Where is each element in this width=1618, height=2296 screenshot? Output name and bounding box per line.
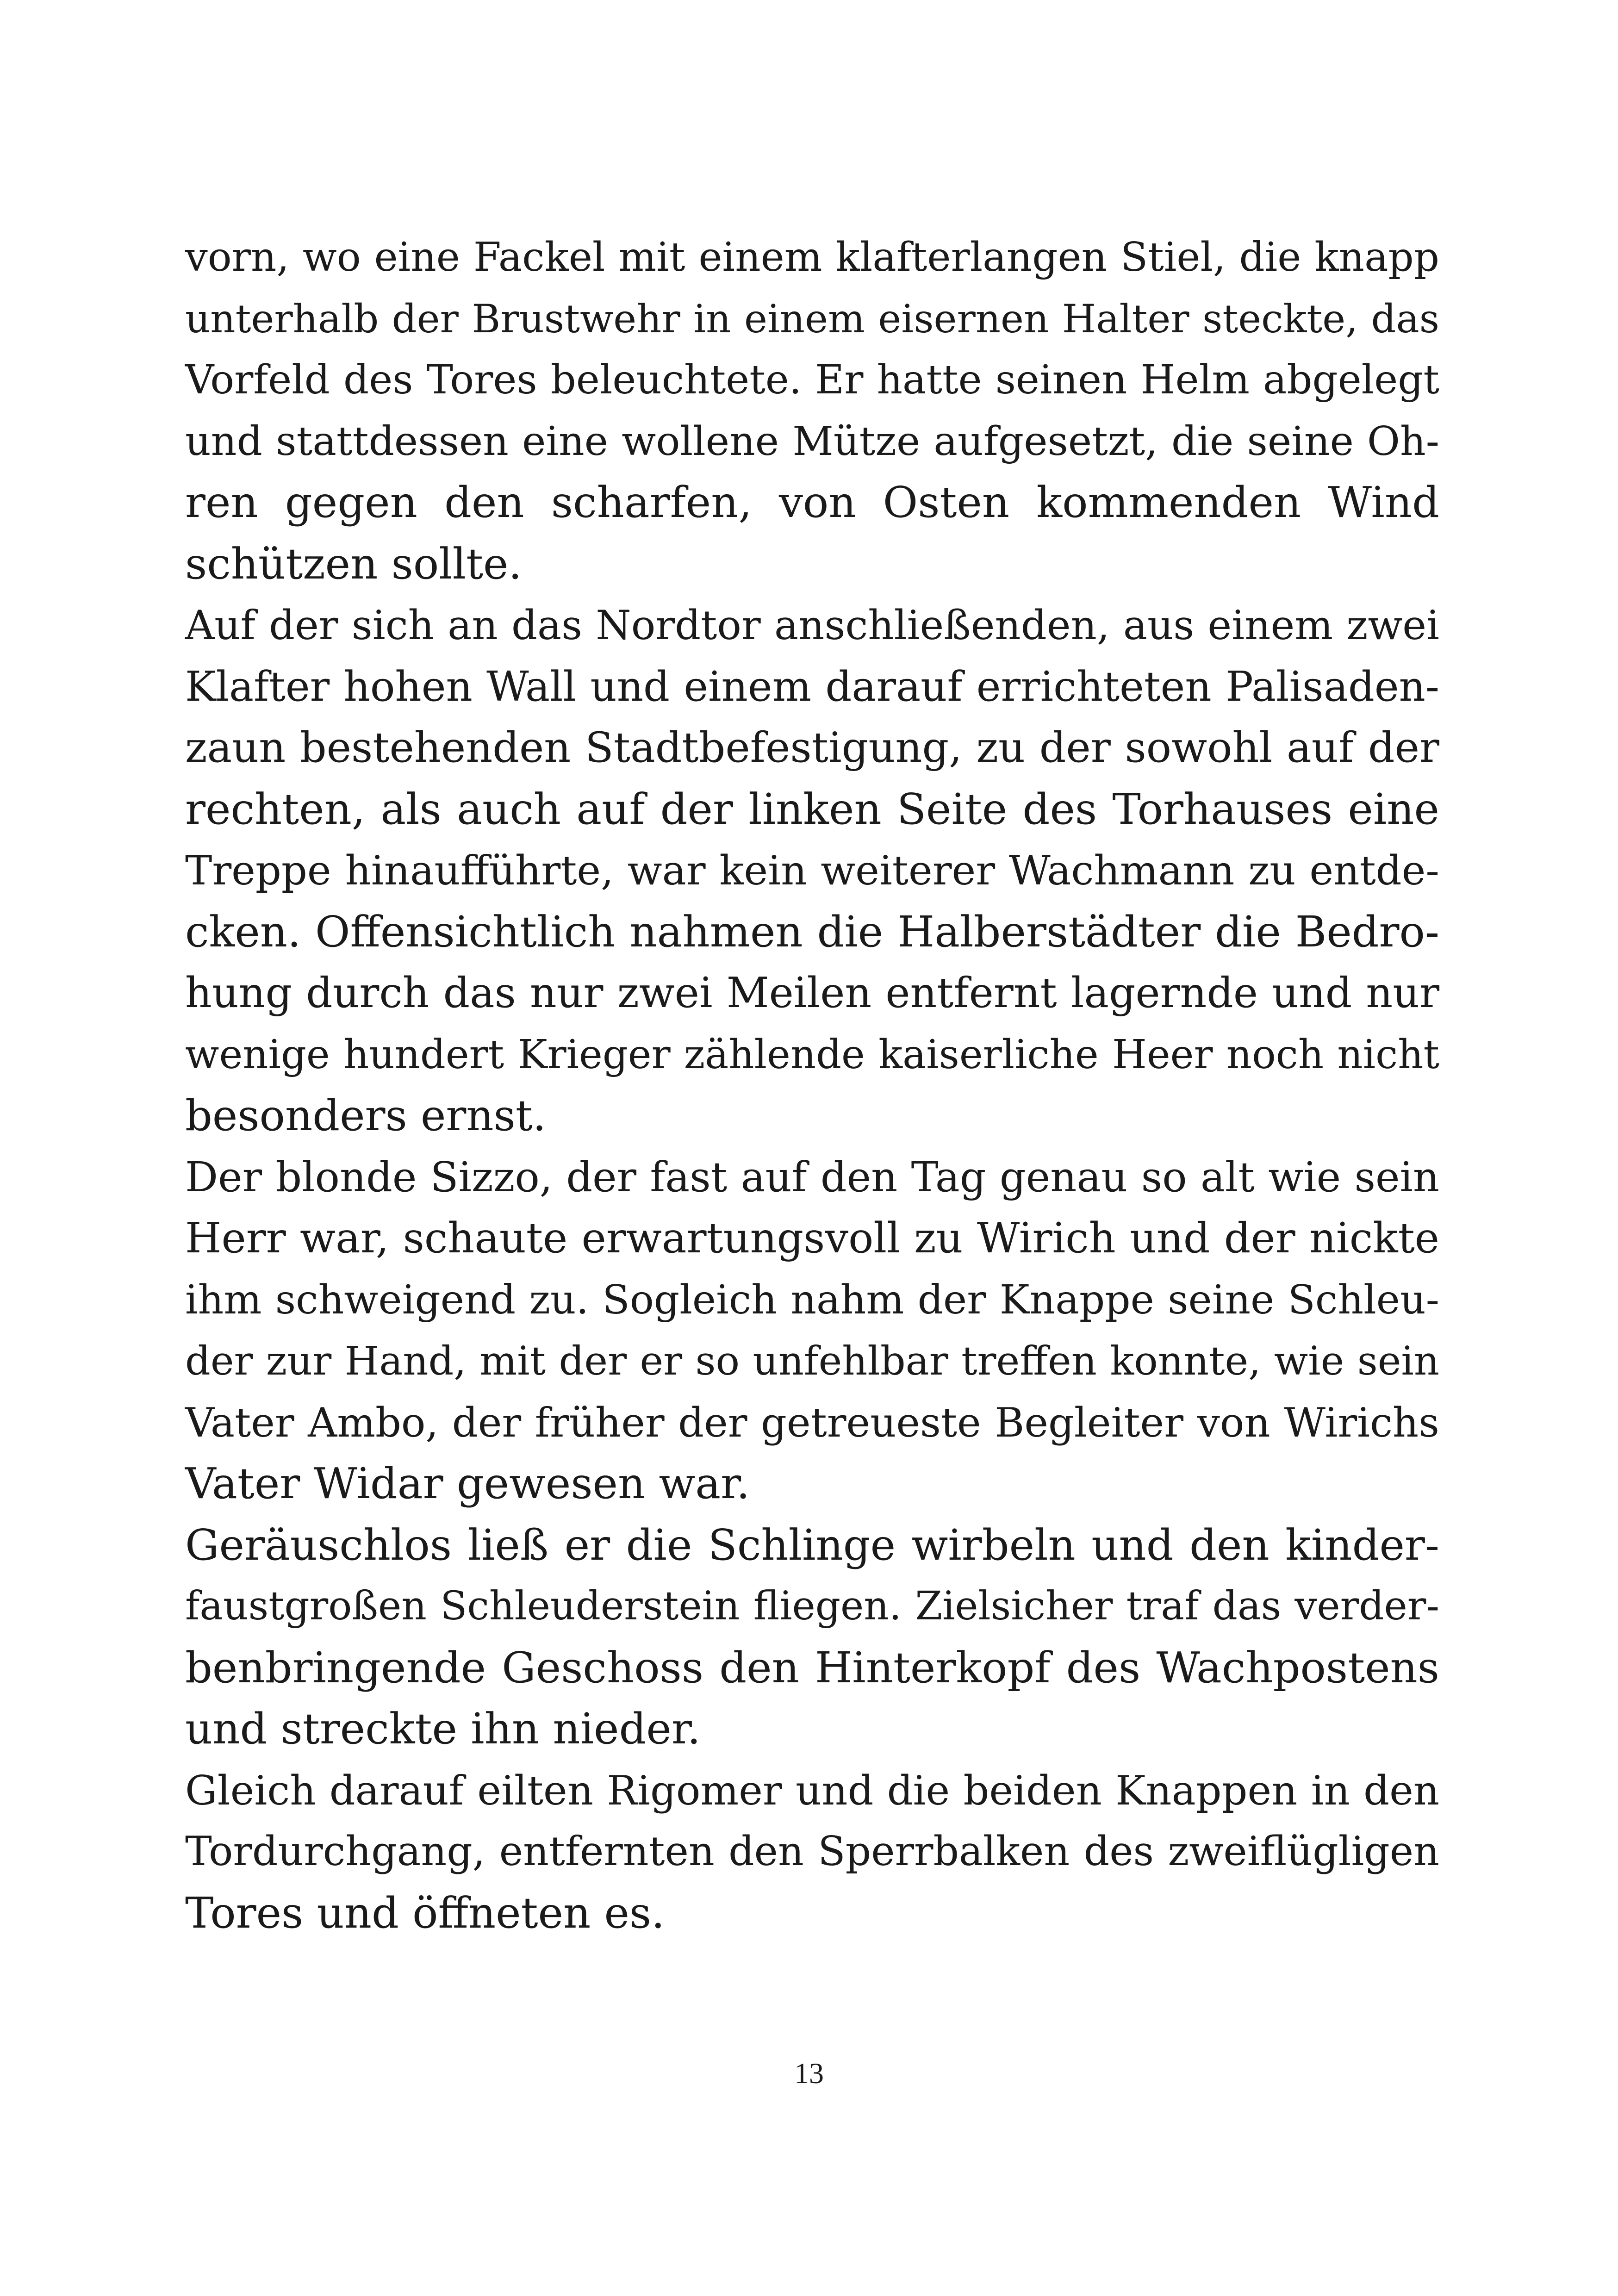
- text-line: Gleich darauf eilten Rigomer und die beiden Knappen in den: [185, 1767, 1439, 1814]
- text-line: ren gegen den scharfen, von Osten kommenden Wind: [185, 478, 1439, 527]
- body-text: [185, 227, 1439, 1944]
- text-line: schützen sollte.: [185, 539, 522, 589]
- text-line: Der blonde Sizzo, der fast auf den Tag genau so alt wie sein: [185, 1153, 1439, 1201]
- text-line: benbringende Geschoss den Hinterkopf des Wachpostens: [185, 1643, 1439, 1692]
- text-line: vorn, wo eine Fackel mit einem klafterlangen Stiel, die knapp: [185, 234, 1439, 280]
- text-line: ihm schweigend zu. Sogleich nahm der Knappe seine Schleu-: [185, 1276, 1439, 1323]
- text-line: hung durch das nur zwei Meilen entfernt lagernde und nur: [185, 969, 1439, 1017]
- text-line: besonders ernst.: [185, 1091, 547, 1140]
- text-line: Klafter hohen Wall und einem darauf errichteten Palisaden-: [185, 662, 1439, 711]
- text-line: zaun bestehenden Stadtbefestigung, zu der sowohl auf der: [185, 723, 1439, 772]
- text-line: unterhalb der Brustwehr in einem eisernen Halter steckte, das: [185, 296, 1439, 342]
- text-line: Geräuschlos ließ er die Schlinge wirbeln und den kinder-: [185, 1520, 1439, 1570]
- text-line: faustgroßen Schleuderstein fliegen. Zielsicher traf das verder-: [185, 1583, 1439, 1629]
- text-line: Herr war, schaute erwartungsvoll zu Wirich und der nickte: [185, 1214, 1439, 1263]
- text-line: rechten, als auch auf der linken Seite des Torhauses eine: [185, 784, 1439, 834]
- text-line: cken. Offensichtlich nahmen die Halberstädter die Bedro-: [185, 907, 1439, 957]
- text-line: Tores und öffneten es.: [185, 1888, 665, 1938]
- text-line: und streckte ihn nieder.: [185, 1704, 701, 1754]
- text-line: Auf der sich an das Nordtor anschließenden, aus einem zwei: [185, 602, 1439, 649]
- text-line: Vorfeld des Tores beleuchtete. Er hatte seinen Helm abgelegt: [185, 357, 1439, 403]
- text-line: Vater Widar gewesen war.: [185, 1459, 750, 1508]
- text-line: Tordurchgang, entfernten den Sperrbalken des zweiflügligen: [185, 1828, 1439, 1875]
- text-line: wenige hundert Krieger zählende kaiserliche Heer noch nicht: [185, 1031, 1439, 1078]
- text-line: Treppe hinaufführte, war kein weiterer Wachmann zu entde-: [185, 847, 1439, 894]
- text-line: Vater Ambo, der früher der getreueste Begleiter von Wirichs: [185, 1399, 1439, 1446]
- text-line: der zur Hand, mit der er so unfehlbar treffen konnte, wie sein: [185, 1338, 1439, 1384]
- page-number: 13: [794, 2057, 824, 2090]
- text-line: und stattdessen eine wollene Mütze aufgesetzt, die seine Oh-: [185, 418, 1439, 465]
